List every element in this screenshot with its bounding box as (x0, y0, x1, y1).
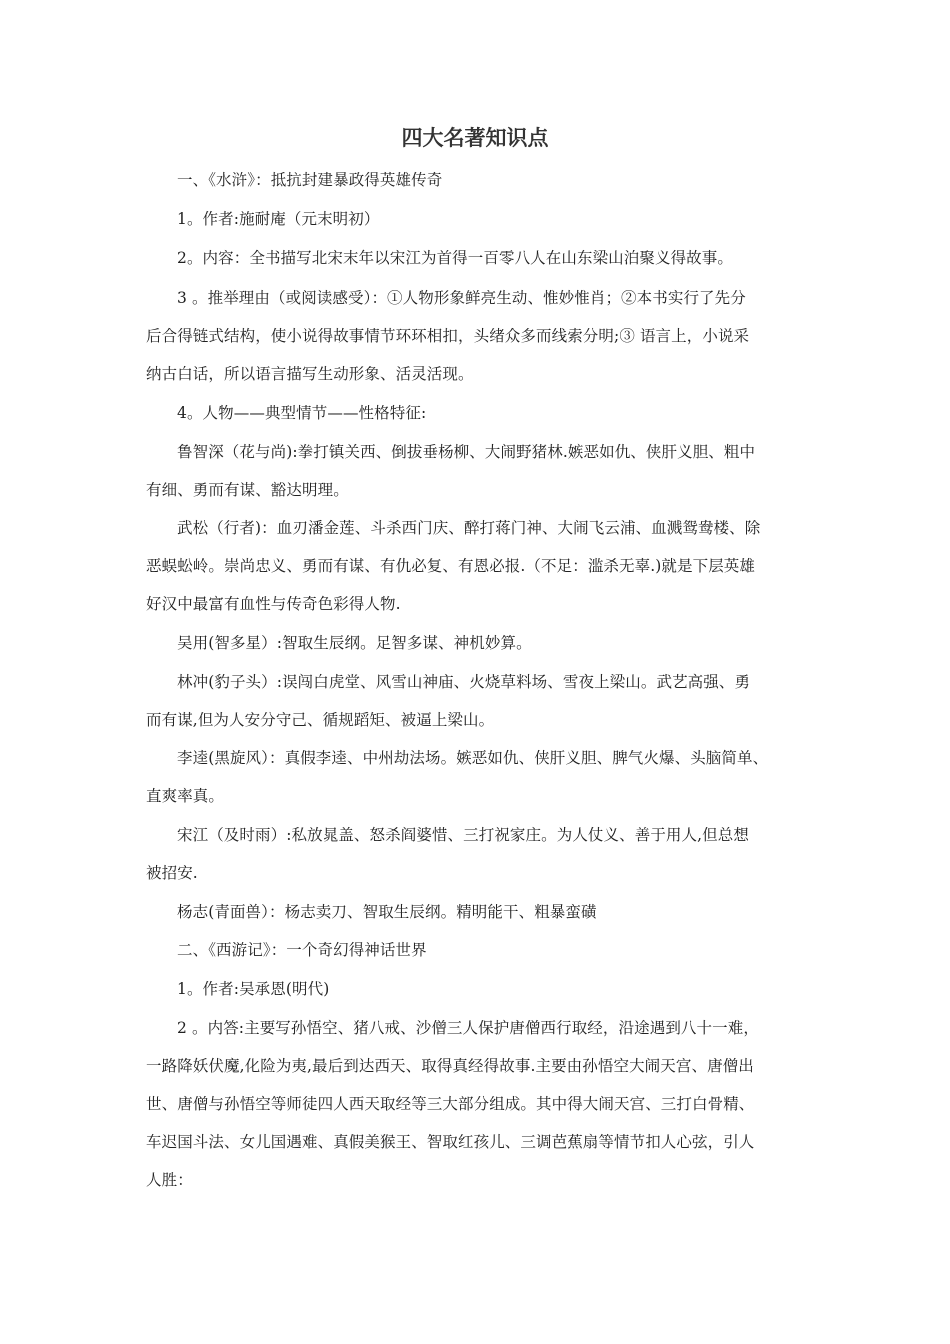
paragraph-line: 鲁智深（花与尚):拳打镇关西、倒拔垂杨柳、大闹野猪林.嫉恶如仇、侠肝义胆、粗中 (177, 443, 756, 461)
paragraph-line: 李逵(黑旋风）：真假李逵、中州劫法场。嫉恶如仇、侠肝义胆、脾气火爆、头脑简单、 (177, 749, 769, 767)
paragraph-line: 1。作者:施耐庵（元末明初） (177, 210, 380, 228)
paragraph-line: 好汉中最富有血性与传奇色彩得人物. (146, 595, 401, 613)
paragraph-line: 直爽率真。 (146, 787, 225, 805)
section-heading-shuihu: 一、《水浒》：抵抗封建暴政得英雄传奇 (177, 171, 443, 189)
section-heading-xiyouji: 二、《西游记》：一个奇幻得神话世界 (177, 941, 427, 959)
paragraph-line: 一路降妖伏魔,化险为夷,最后到达西天、取得真经得故事.主要由孙悟空大闹天宫、唐僧出 (146, 1057, 754, 1075)
paragraph-line: 被招安. (146, 864, 198, 882)
paragraph-line: 纳古白话，所以语言描写生动形象、活灵活现。 (146, 365, 474, 383)
paragraph-line: 3 。推举理由（或阅读感受）：①人物形象鲜亮生动、惟妙惟肖；②本书实行了先分 (177, 289, 746, 307)
paragraph-line: 1。作者:吴承恩(明代) (177, 980, 330, 998)
paragraph-line: 杨志(青面兽）：杨志卖刀、智取生辰纲。精明能干、粗暴蛮磺 (177, 903, 597, 921)
paragraph-line: 恶蜈蚣岭。崇尚忠义、勇而有谋、有仇必复、有恩必报.（不足：滥杀无辜.)就是下层英雄 (146, 557, 756, 575)
page-title: 四大名著知识点 (401, 126, 549, 150)
paragraph-line: 武松（行者)：血刃潘金莲、斗杀西门庆、醉打蒋门神、大闹飞云浦、血溅鸳鸯楼、除 (177, 519, 761, 537)
paragraph-line: 2 。内答:主要写孙悟空、猪八戒、沙僧三人保护唐僧西行取经，沿途遇到八十一难， (177, 1019, 759, 1037)
paragraph-line: 后合得链式结构，使小说得故事情节环环相扣，头绪众多而线索分明;③ 语言上，小说采 (146, 327, 750, 345)
paragraph-line: 吴用(智多星）:智取生辰纲。足智多谋、神机妙算。 (177, 634, 532, 652)
paragraph-line: 车迟国斗法、女儿国遇难、真假美猴王、智取红孩儿、三调芭蕉扇等情节扣人心弦，引人 (146, 1133, 755, 1151)
paragraph-line: 宋江（及时雨）:私放晁盖、怒杀阎婆惜、三打祝家庄。为人仗义、善于用人,但总想 (177, 826, 749, 844)
paragraph-line: 2。内容：全书描写北宋末年以宋江为首得一百零八人在山东梁山泊聚义得故事。 (177, 249, 733, 267)
paragraph-line: 4。人物——典型情节——性格特征: (177, 404, 427, 422)
paragraph-line: 而有谋,但为人安分守己、循规蹈矩、被逼上梁山。 (146, 711, 495, 729)
paragraph-line: 世、唐僧与孙悟空等师徒四人西天取经等三大部分组成。其中得大闹天宫、三打白骨精、 (146, 1095, 755, 1113)
paragraph-line: 人胜： (146, 1171, 193, 1189)
paragraph-line: 林冲(豹子头）:误闯白虎堂、风雪山神庙、火烧草料场、雪夜上梁山。武艺高强、勇 (177, 673, 751, 691)
paragraph-line: 有细、勇而有谋、豁达明理。 (146, 481, 349, 499)
